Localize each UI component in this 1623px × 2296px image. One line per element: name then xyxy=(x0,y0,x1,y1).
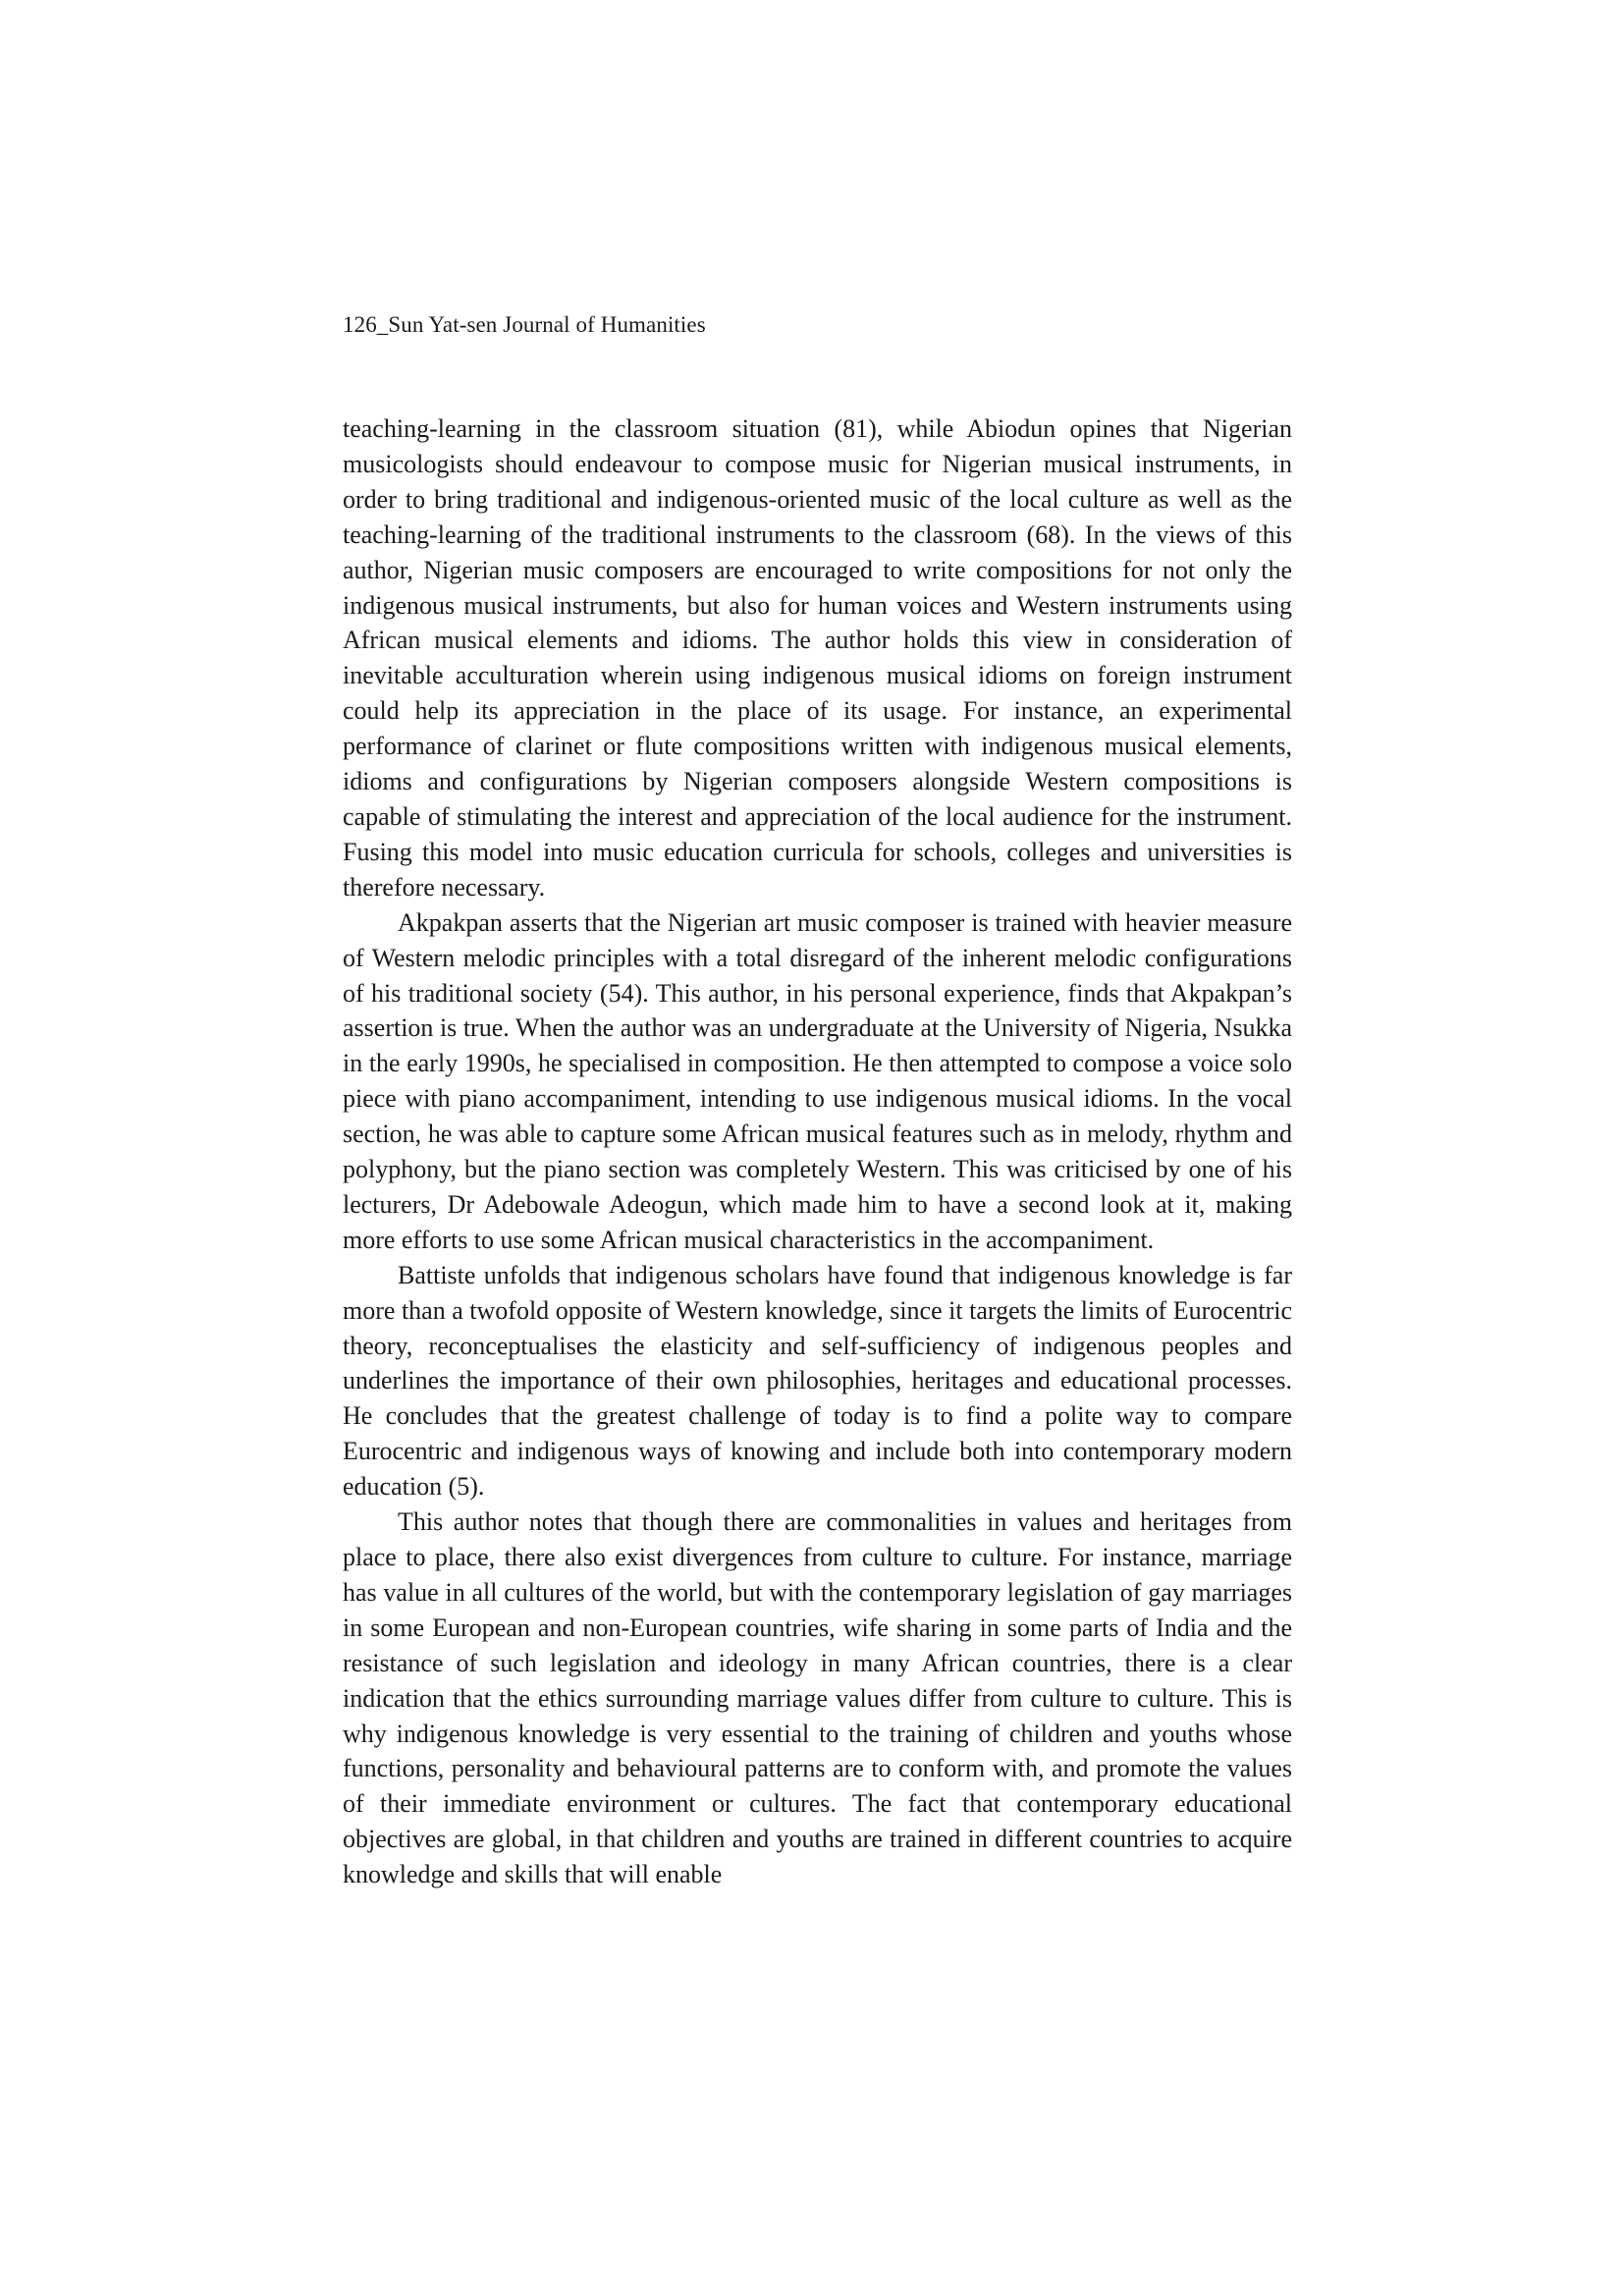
running-head: 126_Sun Yat-sen Journal of Humanities xyxy=(343,312,706,337)
paragraph-battiste: Battiste unfolds that indigenous scholars have found that indigenous knowledge is far more than a twofold opposite of Western knowledge, since it targets the limits of Eurocentric theory, reconceptualises the elasticity and self-sufficiency of indigenous peoples and underlines the importance of their own philosophies, heritages and educational processes. He concludes that the greatest challenge of today is to find a polite way to compare Eurocentric and indigenous ways of knowing and include both into contemporary modern education (5). xyxy=(343,1260,1292,1502)
body-text xyxy=(343,411,1292,1892)
paragraph-author-notes: This author notes that though there are commonalities in values and heritages from place to place, there also exist divergences from culture to culture. For instance, marriage has value in all cultures of the world, but with the contemporary legislation of gay marriages in some European and non-European countries, wife sharing in some parts of India and the resistance of such legislation and ideology in many African countries, there is a clear indication that the ethics surrounding marriage values differ from culture to culture. This is why indigenous knowledge is very essential to the training of children and youths whose functions, personality and behavioural patterns are to conform with, and promote the values of their immediate environment or cultures. The fact that contemporary educational objectives are global, in that children and youths are trained in different countries to acquire knowledge and skills that will enable xyxy=(343,1507,1292,1889)
paragraph-akpakpan: Akpakpan asserts that the Nigerian art music composer is trained with heavier measure of Western melodic principles with a total disregard of the inherent melodic configurations of his traditional society (54). This author, in his personal experience, finds that Akpakpan’s assertion is true. When the author was an undergraduate at the University of Nigeria, Nsukka in the early 1990s, he specialised in composition. He then attempted to compose a voice solo piece with piano accompaniment, intending to use indigenous musical idioms. In the vocal section, he was able to capture some African musical features such as in melody, rhythm and polyphony, but the piano section was completely Western. This was criticised by one of his lecturers, Dr Adebowale Adeogun, which made him to have a second look at it, making more efforts to use some African musical characteristics in the accompaniment. xyxy=(343,907,1292,1254)
paragraph-continuation: teaching-learning in the classroom situation (81), while Abiodun opines that Nigerian musicologists should endeavour to compose music for Nigerian musical instruments, in order to bring traditional and indigenous-oriented music of the local culture as well as the teaching-learning of the traditional instruments to the classroom (68). In the views of this author, Nigerian music composers are encouraged to write compositions for not only the indigenous musical instruments, but also for human voices and Western instruments using African musical elements and idioms. The author holds this view in consideration of inevitable acculturation wherein using indigenous musical idioms on foreign instrument could help its appreciation in the place of its usage. For instance, an experimental performance of clarinet or flute compositions written with indigenous musical elements, idioms and configurations by Nigerian composers alongside Western compositions is capable of stimulating the interest and appreciation of the local audience for the instrument. Fusing this model into music education curricula for schools, colleges and universities is therefore necessary. xyxy=(343,414,1292,902)
